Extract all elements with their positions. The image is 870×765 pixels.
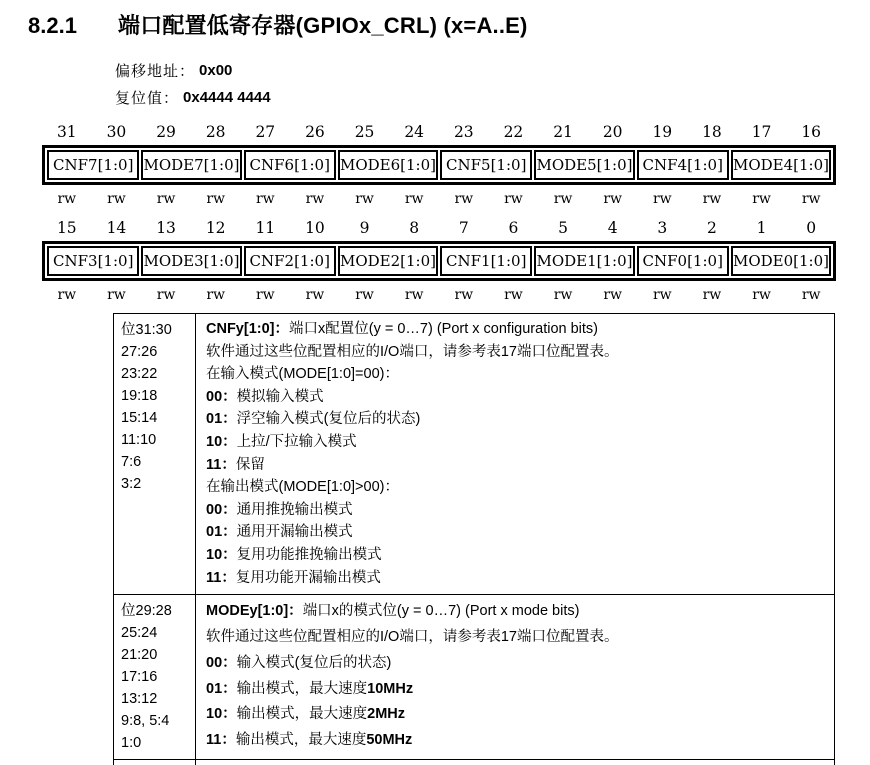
desc-line-bold-prefix: 11： — [206, 569, 236, 586]
desc-line-text: 在输出模式(MODE[1:0]>00)： — [206, 479, 399, 496]
register-field-cell: CNF7[1:0] — [47, 150, 139, 180]
desc-line-bold-prefix: 10： — [206, 546, 237, 563]
bit-range: 25:24 — [121, 625, 158, 642]
desc-line-bold-prefix: 01： — [206, 524, 237, 541]
bit-number: 0 — [806, 219, 817, 237]
bit-number: 30 — [106, 123, 127, 141]
desc-line — [206, 651, 822, 677]
page-title: 端口配置低寄存器(GPIOx_CRL) (x=A..E) — [118, 13, 528, 38]
next-row-cutoff-stub — [113, 760, 835, 765]
bit-number: 11 — [255, 219, 276, 237]
bit-number: 17 — [751, 123, 772, 141]
desc-line-bold-prefix: 00： — [206, 501, 237, 518]
access-type-label: rw — [553, 191, 573, 207]
access-type-label: rw — [652, 191, 672, 207]
bit-number: 12 — [205, 219, 226, 237]
desc-line-text: 输出模式，最大速度 — [236, 706, 368, 723]
offset-address-label: 偏移地址： — [115, 64, 196, 80]
desc-line-text: 软件通过这些位配置相应的I/O端口，请参考表17端口位配置表。 — [206, 343, 619, 360]
register-field-cell: MODE7[1:0] — [141, 150, 241, 180]
bit-number-row-31-16 — [42, 123, 836, 141]
access-type-label: rw — [355, 287, 374, 303]
bit-number: 26 — [305, 123, 325, 141]
desc-line — [206, 318, 822, 341]
desc-row-mode — [113, 595, 835, 760]
desc-line — [206, 521, 822, 544]
desc-text-mode — [196, 595, 834, 759]
bit-number: 1 — [756, 219, 767, 237]
bit-range: 27:26 — [121, 344, 158, 360]
access-type-label: rw — [57, 287, 77, 303]
access-type-label: rw — [752, 191, 771, 207]
bit-number: 9 — [359, 219, 370, 237]
desc-line — [206, 499, 822, 522]
access-type-label: rw — [255, 287, 275, 303]
desc-line-text: 保留 — [235, 456, 265, 473]
desc-text-cnf — [196, 314, 834, 594]
register-field-cell: CNF6[1:0] — [244, 150, 336, 180]
register-diagram-low-bits — [42, 219, 836, 303]
register-diagram-high-bits — [42, 123, 836, 207]
access-type-label: rw — [801, 287, 821, 303]
bit-number: 18 — [702, 123, 722, 141]
bit-number: 14 — [106, 219, 127, 237]
desc-line-bold-prefix: 11： — [206, 456, 236, 473]
register-field-cell: CNF5[1:0] — [440, 150, 532, 180]
desc-line-bold-prefix: MODEy[1:0]： — [206, 603, 303, 620]
access-type-row-15-0 — [42, 287, 836, 303]
access-type-label: rw — [702, 191, 722, 207]
desc-line-bold-prefix: 10： — [206, 706, 237, 723]
bit-number: 15 — [56, 219, 77, 237]
bit-number: 19 — [652, 123, 673, 141]
bit-number: 27 — [255, 123, 276, 141]
desc-line-text: 在输入模式(MODE[1:0]=00)： — [206, 366, 399, 383]
desc-line-text: 输出模式，最大速度 — [236, 680, 368, 697]
access-type-label: rw — [603, 287, 623, 303]
desc-bit-ranges-cnf — [114, 314, 196, 594]
desc-line — [206, 363, 822, 386]
bit-number: 29 — [156, 123, 176, 141]
register-field-cell: CNF2[1:0] — [244, 246, 336, 276]
bit-range: 9:8, 5:4 — [121, 713, 170, 730]
offset-address-value: 0x00 — [199, 62, 233, 79]
reset-value-label: 复位值： — [115, 91, 180, 107]
access-type-label: rw — [206, 287, 226, 303]
desc-line — [206, 599, 822, 625]
desc-line — [206, 625, 822, 651]
desc-line-text: 输出模式，最大速度 — [235, 732, 367, 749]
desc-line-bold-prefix: 01： — [206, 411, 237, 428]
desc-line-text: 复用功能推挽输出模式 — [236, 546, 382, 563]
access-type-label: rw — [206, 191, 226, 207]
register-fields-table-15-0 — [42, 241, 836, 281]
bit-number: 7 — [458, 219, 469, 237]
bit-range: 21:20 — [121, 647, 158, 664]
bit-number: 16 — [801, 123, 822, 141]
desc-line — [206, 544, 822, 567]
access-type-label: rw — [107, 191, 126, 207]
register-field-cell: MODE1[1:0] — [534, 246, 634, 276]
register-field-cell: CNF0[1:0] — [637, 246, 729, 276]
desc-line — [206, 677, 822, 703]
register-field-cell: MODE2[1:0] — [338, 246, 438, 276]
register-field-cell: MODE4[1:0] — [731, 150, 831, 180]
desc-line — [206, 567, 822, 590]
section-heading — [28, 9, 870, 40]
bit-number: 21 — [553, 123, 573, 141]
bit-range: 1:0 — [121, 735, 142, 752]
desc-line-bold-prefix: 10： — [206, 433, 237, 450]
offset-address-line — [115, 57, 870, 84]
bit-number: 3 — [657, 219, 668, 237]
desc-line-bold-suffix: 10MHz — [367, 680, 414, 697]
access-type-label: rw — [504, 191, 523, 207]
access-type-label: rw — [355, 191, 374, 207]
access-type-label: rw — [255, 191, 275, 207]
access-type-label: rw — [801, 191, 821, 207]
section-number: 8.2.1 — [28, 13, 77, 38]
access-type-label: rw — [752, 287, 771, 303]
desc-row-cnf — [113, 314, 835, 595]
bit-number: 13 — [156, 219, 176, 237]
bit-number: 6 — [508, 219, 519, 237]
register-field-cell: CNF4[1:0] — [637, 150, 729, 180]
desc-line — [206, 408, 822, 431]
desc-line-text: 通用推挽输出模式 — [236, 501, 353, 518]
register-field-cell: MODE5[1:0] — [534, 150, 634, 180]
desc-line-text: 模拟输入模式 — [236, 388, 324, 405]
desc-line-bold-prefix: 00： — [206, 388, 237, 405]
bit-number: 2 — [707, 219, 717, 237]
bit-number: 10 — [305, 219, 325, 237]
desc-line-bold-prefix: 00： — [206, 654, 237, 671]
register-meta — [115, 57, 870, 111]
bit-range: 位29:28 — [121, 603, 172, 620]
bit-number-row-15-0 — [42, 219, 836, 237]
bit-number: 20 — [602, 123, 623, 141]
access-type-label: rw — [652, 287, 672, 303]
desc-line-text: 端口x的模式位(y = 0…7) (Port x mode bits) — [302, 603, 580, 620]
bit-number: 4 — [607, 219, 618, 237]
access-type-label: rw — [156, 191, 176, 207]
desc-bit-ranges-mode — [114, 595, 196, 759]
access-type-label: rw — [404, 191, 424, 207]
access-type-label: rw — [57, 191, 77, 207]
desc-line — [206, 728, 822, 754]
desc-line — [206, 386, 822, 409]
desc-line — [206, 702, 822, 728]
bit-range: 7:6 — [121, 454, 142, 470]
bit-number: 8 — [409, 219, 420, 237]
register-field-cell: CNF1[1:0] — [440, 246, 532, 276]
desc-line-bold-suffix: 2MHz — [367, 706, 406, 723]
desc-line — [206, 476, 822, 499]
register-field-cell: MODE0[1:0] — [731, 246, 831, 276]
reset-value-value: 0x4444 4444 — [183, 89, 271, 106]
desc-line-text: 输入模式(复位后的状态) — [236, 654, 392, 671]
desc-line-text: 端口x配置位(y = 0…7) (Port x configuration bits) — [288, 321, 599, 337]
access-type-label: rw — [504, 287, 523, 303]
reset-value-line — [115, 84, 870, 111]
access-type-label: rw — [305, 191, 325, 207]
desc-line-text: 软件通过这些位配置相应的I/O端口，请参考表17端口位配置表。 — [206, 628, 619, 645]
register-field-cell: MODE3[1:0] — [141, 246, 241, 276]
desc-line — [206, 454, 822, 477]
desc-line — [206, 431, 822, 454]
bit-range: 19:18 — [121, 388, 158, 404]
desc-line-bold-prefix: 11： — [206, 732, 236, 749]
desc-line-text: 浮空输入模式(复位后的状态) — [236, 411, 421, 428]
bit-number: 25 — [354, 123, 375, 141]
bit-range: 15:14 — [121, 410, 158, 426]
desc-line-text: 复用功能开漏输出模式 — [235, 569, 381, 586]
desc-line-bold-prefix: 01： — [206, 680, 237, 697]
register-fields-table-31-16 — [42, 145, 836, 185]
desc-line-bold-prefix: CNFy[1:0]： — [206, 321, 289, 337]
desc-line-bold-suffix: 50MHz — [366, 732, 413, 749]
bit-number: 24 — [404, 123, 425, 141]
next-row-cutoff-left-cell — [114, 760, 196, 765]
desc-line-text: 上拉/下拉输入模式 — [236, 433, 357, 450]
bit-range: 17:16 — [121, 669, 158, 686]
access-type-label: rw — [305, 287, 325, 303]
bit-range: 13:12 — [121, 691, 158, 708]
access-type-label: rw — [603, 191, 623, 207]
access-type-label: rw — [454, 191, 474, 207]
desc-line — [206, 341, 822, 364]
register-field-cell: CNF3[1:0] — [47, 246, 139, 276]
bit-number: 23 — [453, 123, 474, 141]
access-type-label: rw — [702, 287, 722, 303]
bit-range: 3:2 — [121, 476, 142, 492]
access-type-label: rw — [107, 287, 126, 303]
access-type-label: rw — [404, 287, 424, 303]
desc-line-text: 通用开漏输出模式 — [236, 524, 353, 541]
bit-range: 11:10 — [121, 432, 157, 448]
access-type-label: rw — [156, 287, 176, 303]
access-type-label: rw — [454, 287, 474, 303]
document-page — [0, 9, 870, 765]
bit-number: 22 — [503, 123, 524, 141]
access-type-row-31-16 — [42, 191, 836, 207]
bit-number: 28 — [205, 123, 226, 141]
register-field-cell: MODE6[1:0] — [338, 150, 438, 180]
bit-number: 5 — [558, 219, 568, 237]
bit-description-table — [113, 313, 835, 765]
access-type-label: rw — [553, 287, 573, 303]
bit-number: 31 — [56, 123, 77, 141]
bit-range: 23:22 — [121, 366, 158, 382]
bit-range: 位31:30 — [121, 322, 172, 338]
